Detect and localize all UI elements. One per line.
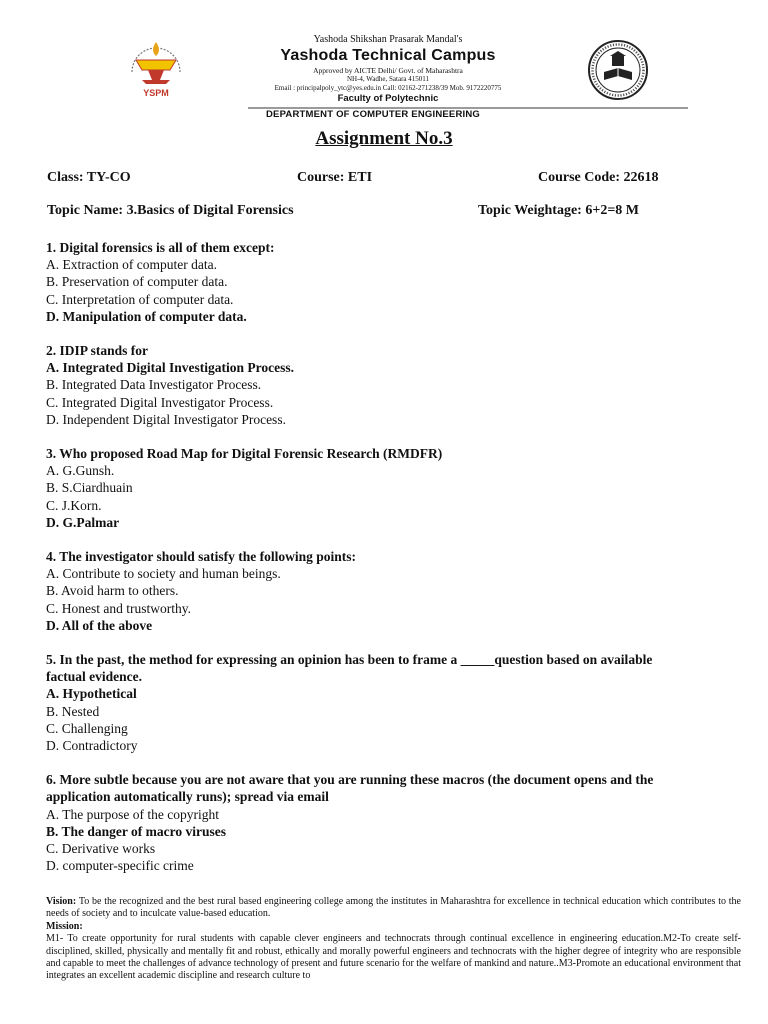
option-b-correct: B. The danger of macro viruses [46,823,227,839]
option-a-correct: A. Hypothetical [46,686,137,702]
option-a: A. Contribute to society and human beings. [46,566,281,582]
option-d-correct: D. G.Palmar [46,514,120,530]
option-c: C. J.Korn. [46,497,102,513]
option-a: A. G.Gunsh. [46,463,115,479]
question-5 [46,651,686,754]
question-2 [46,342,686,428]
option-a: A. The purpose of the copyright [46,806,219,822]
address-line: NH-4, Wadhe, Satara 415011 [346,75,430,83]
option-c: C. Integrated Digital Investigator Process. [46,394,274,410]
question-text: 4. The investigator should satisfy the following points: [46,549,357,565]
assignment-title: Assignment No.3 [315,128,453,149]
letterhead-text [200,34,576,105]
vision-block [46,896,741,921]
campus-name: Yashoda Technical Campus [280,47,496,64]
yspm-logo-text: YSPM [143,88,169,98]
option-c: C. Honest and trustworthy. [46,600,191,616]
question-1 [46,239,686,325]
question-text: 3. Who proposed Road Map for Digital Forensic Research (RMDFR) [46,446,443,462]
university-seal-book-icon [586,38,650,102]
course-code-label: Course Code: 22618 [538,170,659,185]
option-c: C. Challenging [46,720,128,736]
letterhead [0,0,768,126]
option-a: A. Extraction of computer data. [46,257,217,273]
topic-weightage-label: Topic Weightage: 6+2=8 M [478,203,640,218]
class-label: Class: TY-CO [47,170,131,185]
option-d: D. Contradictory [46,738,138,754]
option-d-correct: D. All of the above [46,617,153,633]
vision-mission-footer [46,896,741,983]
question-6 [46,771,686,874]
approval-line: Approved by AICTE Delhi/ Govt. of Maharashtra [313,66,463,75]
option-a-correct: A. Integrated Digital Investigation Process. [46,360,294,376]
course-label: Course: ETI [297,170,373,185]
topic-name-label: Topic Name: 3.Basics of Digital Forensics [47,203,294,218]
question-4 [46,548,686,634]
question-3 [46,445,686,531]
option-b: B. S.Ciardhuain [46,480,133,496]
vision-label: Vision: [46,896,77,907]
mission-text: M1- To create opportunity for rural students with capable clever engineers and technocrats through continual excellence in engineering education.M2-To create self-disciplined, skilled, physically and mentally fit and robust, ethically and morally powerful engineers and technocrats with the higher degree of integrity who are responsible and capable to meet the challenges of advance technology of present and future scenario for the welfare of mankind and nature..M3-Promote an educational environment that integrates an excellent academic discipline and research culture to [46,933,741,982]
option-d: D. computer-specific crime [46,858,194,874]
question-list [46,239,686,892]
question-text: 6. More subtle because you are not aware that you are running these macros (the document opens and the application automatically runs); spread via email [46,772,654,805]
mission-label: Mission: [46,920,83,932]
faculty-name: Faculty of Polytechnic [337,93,439,104]
option-b: B. Avoid harm to others. [46,583,179,599]
option-c: C. Derivative works [46,841,156,857]
department-name: DEPARTMENT OF COMPUTER ENGINEERING [265,109,481,120]
option-c: C. Interpretation of computer data. [46,291,234,307]
option-b: B. Nested [46,703,100,719]
option-d-correct: D. Manipulation of computer data. [46,308,247,324]
question-text: 2. IDIP stands for [46,343,149,359]
option-b: B. Preservation of computer data. [46,274,228,290]
question-text: 1. Digital forensics is all of them except: [46,240,275,255]
option-b: B. Integrated Data Investigator Process. [46,377,262,393]
contact-line: Email : principalpoly_ytc@yes.edu.in Call: 02162-271238/39 Mob. 9172220775 [274,84,502,92]
yspm-lamp-logo-icon [122,34,190,100]
question-text: 5. In the past, the method for expressing an opinion has been to frame a _____question based on available factual evidence. [46,652,653,685]
vision-text: To be the recognized and the best rural based engineering college among the institutes in Maharashtra for excellence in technical education which contributes to the needs of society and to inculcate value-based education. [46,896,741,920]
option-d: D. Independent Digital Investigator Process. [46,411,286,427]
org-name: Yashoda Shikshan Prasarak Mandal's [313,34,463,45]
